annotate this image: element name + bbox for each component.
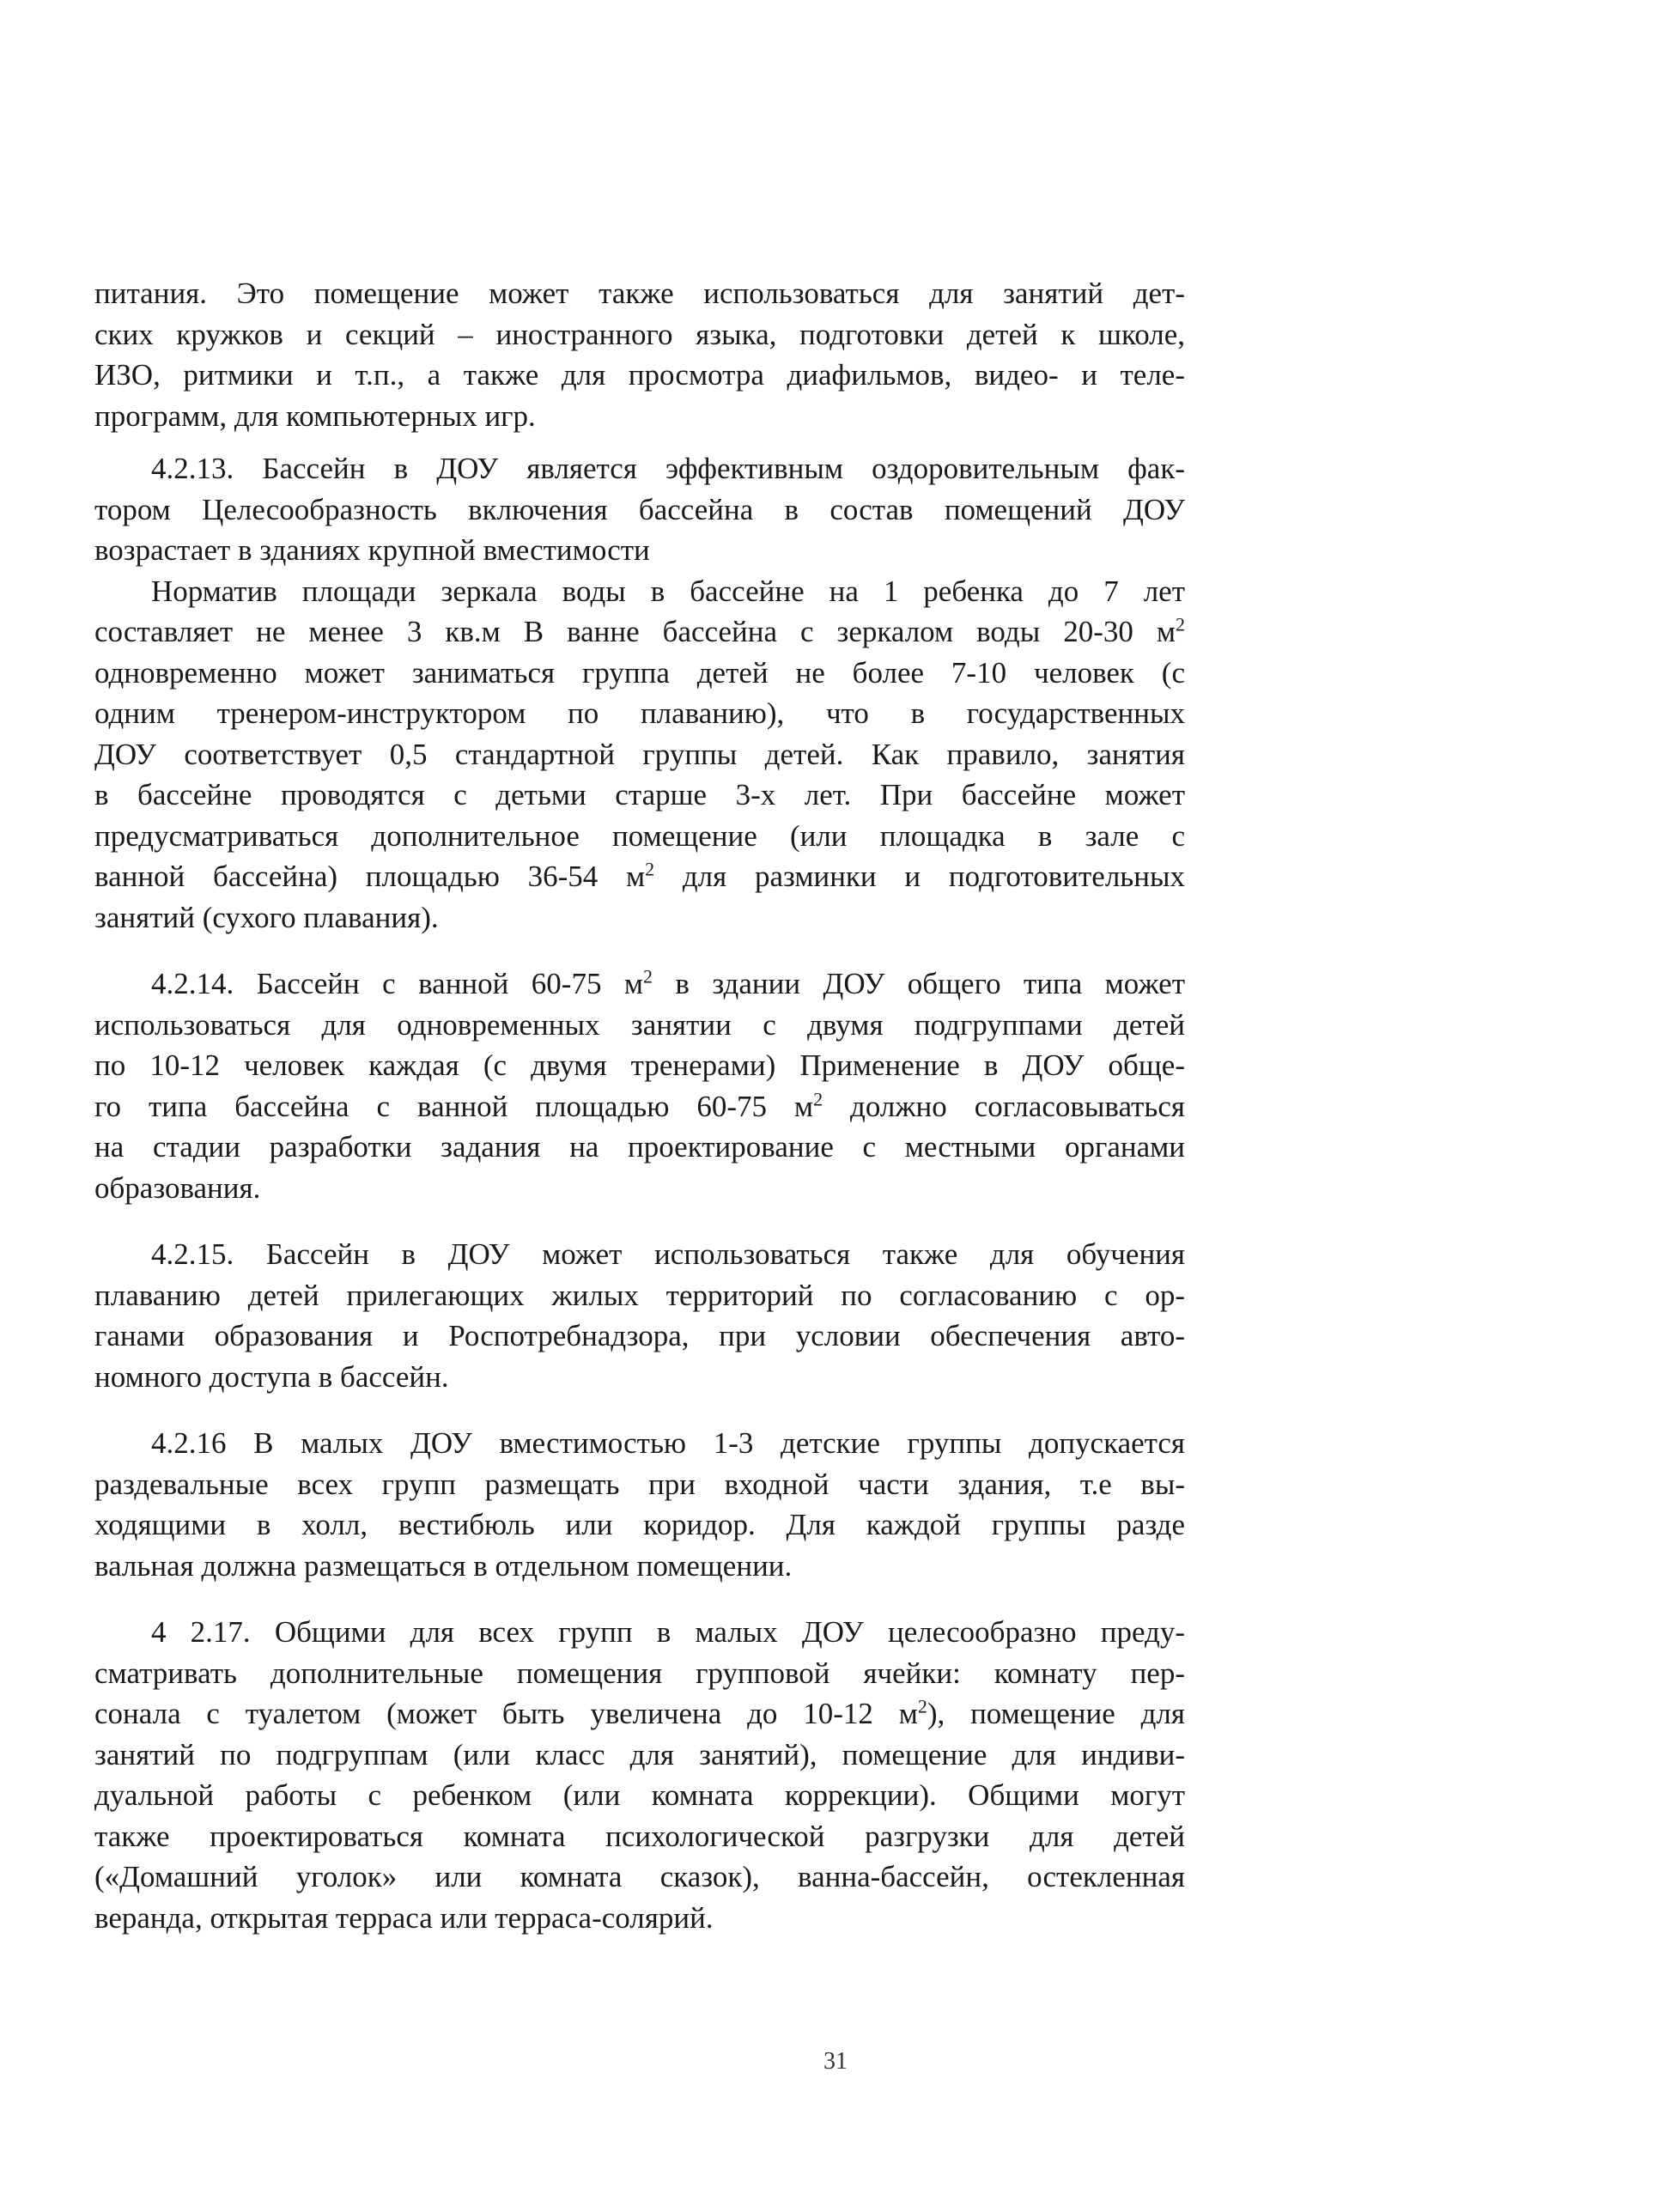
text-line: («Домашний уголок» или комната сказок), ванна-бассейн, остекленная — [94, 1860, 1185, 1893]
paragraph-pool-norms — [94, 571, 1185, 939]
text-line: занятий (сухого плавания). — [94, 900, 439, 934]
text-line: 4 2.17. Общими для всех групп в малых ДОУ целесообразно преду- — [151, 1615, 1185, 1649]
text-fragment: сонала с туалетом (может быть увеличена до 10-12 м — [94, 1697, 918, 1730]
text-fragment: составляет не менее 3 кв.м В ванне бассейна с зеркалом воды 20-30 м — [94, 615, 1176, 648]
text-line — [94, 1693, 1185, 1735]
text-line: на стадии разработки задания на проектирование с местными органами — [94, 1130, 1185, 1164]
text-line: 4.2.15. Бассейн в ДОУ может использоваться также для обучения — [151, 1237, 1185, 1271]
text-line — [94, 611, 1185, 653]
text-line: вальная должна размещаться в отдельном помещении. — [94, 1548, 793, 1583]
text-line: также проектироваться комната психологической разгрузки для детей — [94, 1819, 1185, 1853]
paragraph-4-2-13 — [94, 448, 1185, 571]
text-line: программ, для компьютерных игр. — [94, 398, 536, 433]
superscript: 2 — [645, 858, 655, 880]
text-fragment: ), помещение для — [927, 1697, 1185, 1730]
superscript: 2 — [917, 1695, 927, 1717]
text-line: занятий по подгруппам (или класс для занятий), помещение для индиви- — [94, 1737, 1185, 1771]
text-line: веранда, открытая терраса или терраса-солярий. — [94, 1900, 714, 1935]
text-line: одним тренером-инструктором по плаванию), что в государственных — [94, 696, 1185, 730]
text-line: ИЗО, ритмики и т.п., а также для просмотра диафильмов, видео- и теле- — [94, 358, 1185, 392]
text-line: ДОУ соответствует 0,5 стандартной группы детей. Как правило, занятия — [94, 737, 1185, 771]
text-fragment: 4.2.14. Бассейн с ванной 60-75 м — [151, 967, 643, 1000]
superscript: 2 — [1176, 613, 1185, 635]
paragraph-continuation — [94, 273, 1185, 436]
text-line — [94, 963, 1185, 1005]
text-fragment: должно согласовываться — [823, 1089, 1186, 1123]
text-line: в бассейне проводятся с детьми старше 3-х лет. При бассейне может — [94, 778, 1185, 811]
paragraph-4-2-14 — [94, 963, 1185, 1208]
text-line: Норматив площади зеркала воды в бассейне на 1 ребенка до 7 лет — [151, 574, 1185, 608]
text-line: плаванию детей прилегающих жилых территорий по согласованию с ор- — [94, 1278, 1185, 1312]
text-line: 4.2.16 В малых ДОУ вместимостью 1-3 детские группы допускается — [151, 1426, 1185, 1460]
page-number: 31 — [823, 2048, 848, 2075]
text-fragment: го типа бассейна с ванной площадью 60-75 м — [94, 1089, 814, 1123]
superscript: 2 — [643, 965, 653, 988]
text-line: по 10-12 человек каждая (с двумя тренерами) Применение в ДОУ обще- — [94, 1048, 1185, 1082]
text-line: питания. Это помещение может также использоваться для занятий дет- — [94, 276, 1185, 310]
text-line: сматривать дополнительные помещения групповой ячейки: комнату пер- — [94, 1656, 1185, 1690]
text-line: образования. — [94, 1170, 261, 1205]
text-line: номного доступа в бассейн. — [94, 1359, 449, 1394]
superscript: 2 — [813, 1087, 823, 1109]
text-line: предусматриваться дополнительное помещение (или площадка в зале с — [94, 818, 1185, 853]
text-line: ганами образования и Роспотребнадзора, при условии обеспечения авто- — [94, 1319, 1185, 1352]
text-line: тором Целесообразность включения бассейна в состав помещений ДОУ — [94, 492, 1185, 526]
text-line: ских кружков и секций – иностранного языка, подготовки детей к школе, — [94, 317, 1185, 351]
document-page — [94, 273, 1185, 1938]
text-line: дуальной работы с ребенком (или комната коррекции). Общими могут — [94, 1778, 1185, 1812]
paragraph-4-2-16 — [94, 1423, 1185, 1586]
text-line: возрастает в зданиях крупной вместимости — [94, 533, 650, 567]
paragraph-4-2-17 — [94, 1612, 1185, 1938]
text-line — [94, 1086, 1185, 1127]
text-line: одновременно может заниматься группа детей не более 7-10 человек (с — [94, 655, 1185, 690]
paragraph-4-2-15 — [94, 1234, 1185, 1397]
text-line: ходящими в холл, вестибюль или коридор. Для каждой группы разде — [94, 1508, 1185, 1541]
text-fragment: ванной бассейна) площадью 36-54 м — [94, 860, 646, 893]
text-line: использоваться для одновременных занятии с двумя подгруппами детей — [94, 1007, 1185, 1042]
text-line: 4.2.13. Бассейн в ДОУ является эффективным оздоровительным фак- — [151, 452, 1185, 485]
text-fragment: для разминки и подготовительных — [654, 860, 1185, 893]
text-fragment: в здании ДОУ общего типа может — [653, 967, 1185, 1000]
text-line — [94, 856, 1185, 897]
text-line: раздевальные всех групп размещать при входной части здания, т.е вы- — [94, 1467, 1185, 1501]
